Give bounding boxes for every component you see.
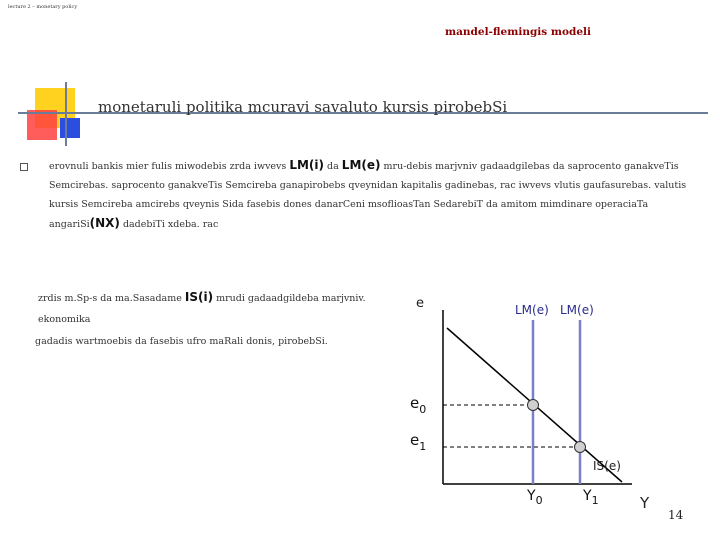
lm-label-2: LM(e) — [560, 303, 594, 317]
term-nx: (NX) — [89, 216, 120, 230]
paragraph-text: erovnuli bankis mier fulis miwodebis zrda iwvevs — [49, 161, 290, 172]
e0-label — [410, 394, 426, 416]
slide-title: mandel-flemingis modeli — [445, 26, 591, 38]
equilibrium-point-new — [575, 442, 586, 453]
e-axis-label: e — [416, 296, 424, 311]
slide-header: lecture 2 – monetary policy — [8, 4, 78, 10]
y1-label — [582, 488, 599, 507]
e1-label — [410, 431, 426, 453]
term-lm-i: LM(i) — [289, 158, 324, 172]
e0-base: e — [410, 394, 420, 412]
y0-base: Y — [527, 488, 536, 504]
paragraph-text: mrudi gadaadgildeba marjvniv. ekonomika — [38, 293, 366, 325]
is-curve-label: IS(e) — [593, 459, 621, 473]
bottom-paragraph: gadadis wartmoebis da fasebis ufro maRali donis, pirobebSi. — [35, 336, 328, 347]
y-axis-label: Y — [640, 494, 650, 512]
e0-subscript: 0 — [419, 403, 427, 416]
lm-label-1: LM(e) — [515, 303, 549, 317]
term-lm-e: LM(e) — [341, 158, 381, 172]
paragraph-text: dadebiTi xdeba. rac — [119, 219, 219, 230]
y0-label — [526, 488, 543, 507]
page-number: 14 — [668, 508, 684, 522]
paragraph-text: da — [324, 161, 342, 172]
y1-subscript: 1 — [591, 494, 599, 507]
e1-base: e — [410, 431, 420, 449]
e1-subscript: 1 — [419, 440, 427, 453]
equilibrium-point-initial — [528, 400, 539, 411]
slide-heading: monetaruli politika mcuravi savaluto kursis pirobebSi — [98, 98, 508, 116]
paragraph-text: mru-debis marjvniv gadaadgilebas da saprocento ganakveTis Semcirebas. saprocento ganakveTis Semcireba ganapirobebs qveynidan kapitalis gadinebas, rac iwvevs vlutis gaufasurebas. valutis kursis Semcireba amcirebs qveynis Sida fasebis dones danarCeni msoflioasTan SedarebiT da amitom mimdinare operaciaTa angariSi — [49, 161, 687, 230]
y1-base: Y — [583, 488, 592, 504]
y0-subscript: 0 — [535, 494, 543, 507]
paragraph-text: zrdis m.Sp-s da ma.Sasadame — [38, 293, 185, 304]
term-is-i: IS(i) — [184, 290, 214, 304]
